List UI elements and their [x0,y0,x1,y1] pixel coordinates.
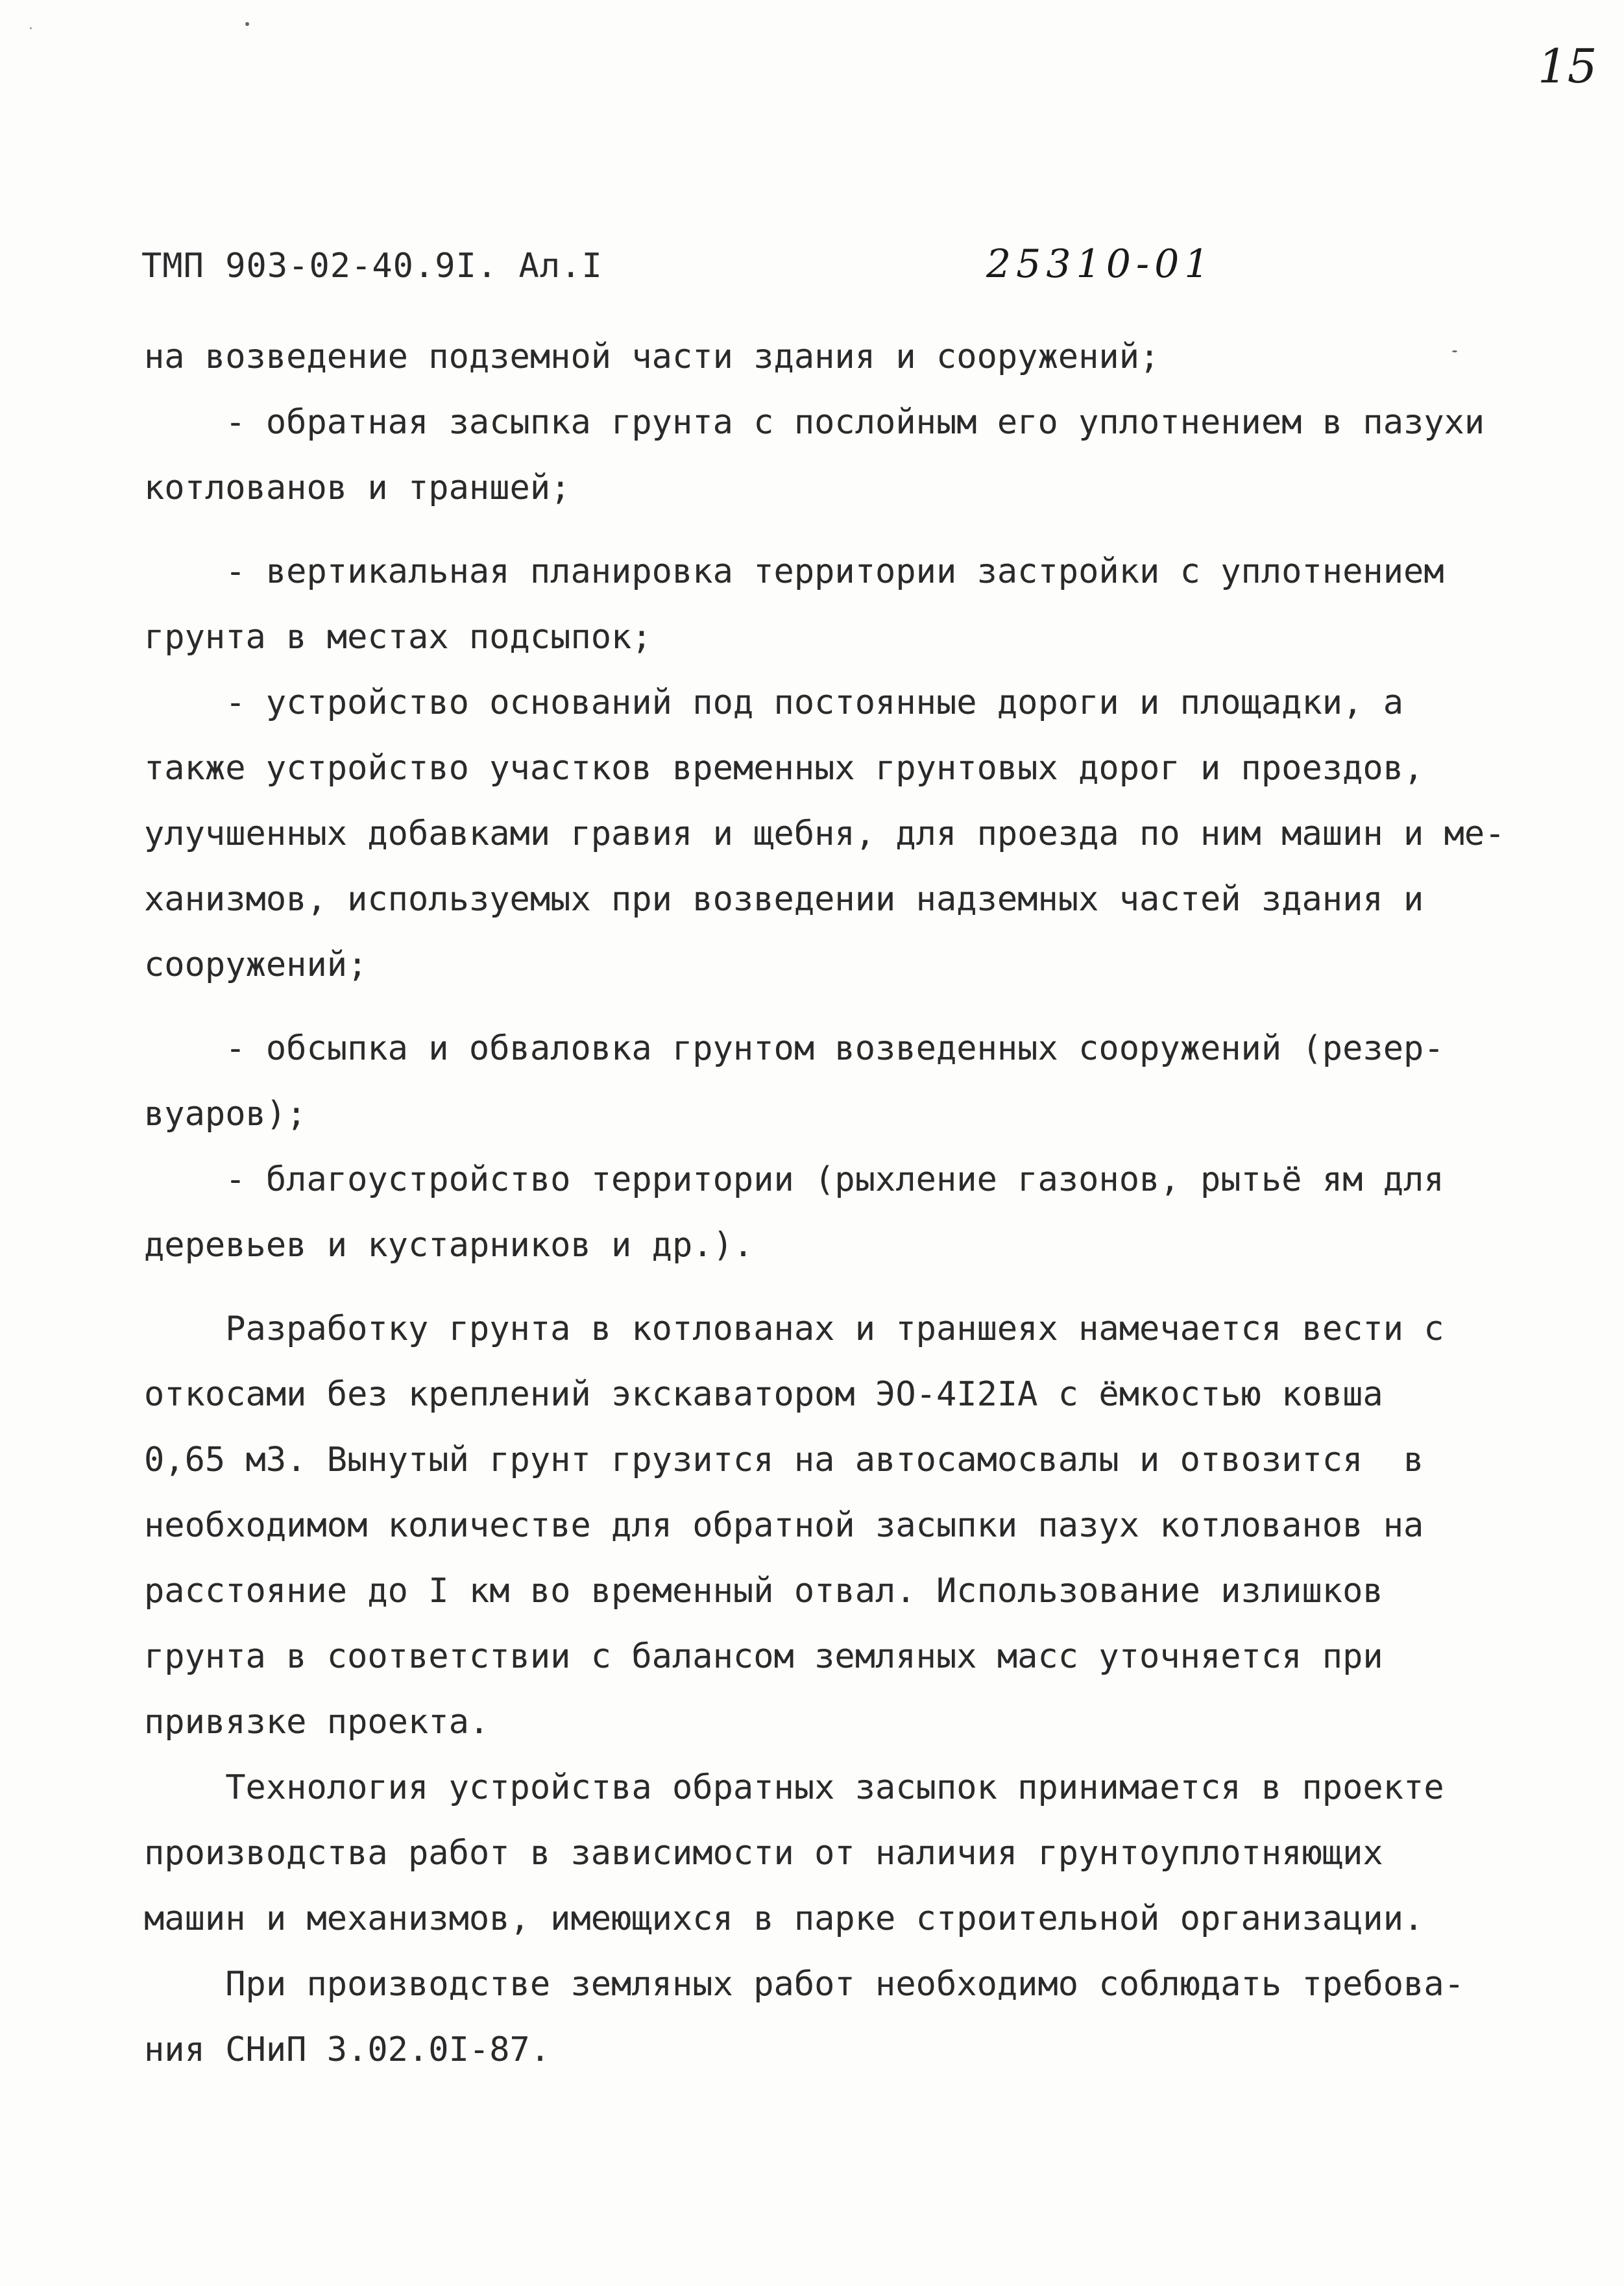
text-line: на возведение подземной части здания и сооружений; [144,337,1160,376]
text-line: откосами без креплений экскаватором ЭО-4I2IА с ёмкостью ковша [144,1375,1383,1414]
text-line: грунта в местах подсыпок; [144,618,652,657]
paper-speck [245,22,249,26]
text-line: вуаров); [144,1095,307,1134]
text-line: 0,65 м3. Вынутый грунт грузится на автосамосвалы и отвозится в [144,1441,1424,1479]
text-line: ния СНиП 3.02.0I-87. [144,2030,551,2069]
paper-speck [30,27,32,29]
text-line: Технология устройства обратных засыпок принимается в проекте [144,1768,1444,1807]
text-line: расстояние до I км во временный отвал. Использование излишков [144,1572,1383,1611]
text-line: улучшенных добавками гравия и щебня, для проезда по ним машин и ме- [144,814,1505,853]
text-line: Разработку грунта в котлованах и траншеях намечается вести с [144,1309,1444,1348]
text-line: - обсыпка и обваловка грунтом возведенных сооружений (резер- [144,1029,1444,1068]
document-code: ТМП 903-02-40.9I. Ал.I [141,247,603,286]
text-line: котлованов и траншей; [144,468,571,507]
text-line: также устройство участков временных грунтовых дорог и проездов, [144,749,1424,788]
text-line: производства работ в зависимости от наличия грунтоуплотняющих [144,1834,1383,1873]
text-line: - обратная засыпка грунта с послойным его уплотнением в пазухи [144,403,1485,442]
text-line: сооружений; [144,945,368,984]
text-line: необходимом количестве для обратной засыпки пазух котлованов на [144,1506,1424,1545]
text-line: - вертикальная планировка территории застройки с уплотнением [144,552,1444,591]
text-line: грунта в соответствии с балансом земляных масс уточняется при [144,1637,1383,1676]
text-line: привязке проекта. [144,1703,490,1742]
paper-speck [1452,350,1457,352]
handwritten-document-number: 25310-01 [986,241,1215,287]
text-line: ханизмов, используемых при возведении надземных частей здания и [144,880,1424,919]
handwritten-page-number: 15 [1538,39,1597,93]
body-text [144,324,1505,2083]
text-line: деревьев и кустарников и др.). [144,1226,754,1265]
text-line: машин и механизмов, имеющихся в парке строительной организации. [144,1899,1424,1938]
text-line: - устройство оснований под постоянные дороги и площадки, а [144,683,1404,722]
text-line: - благоустройство территории (рыхление газонов, рытьё ям для [144,1160,1444,1199]
text-line: При производстве земляных работ необходимо соблюдать требова- [144,1965,1464,2004]
